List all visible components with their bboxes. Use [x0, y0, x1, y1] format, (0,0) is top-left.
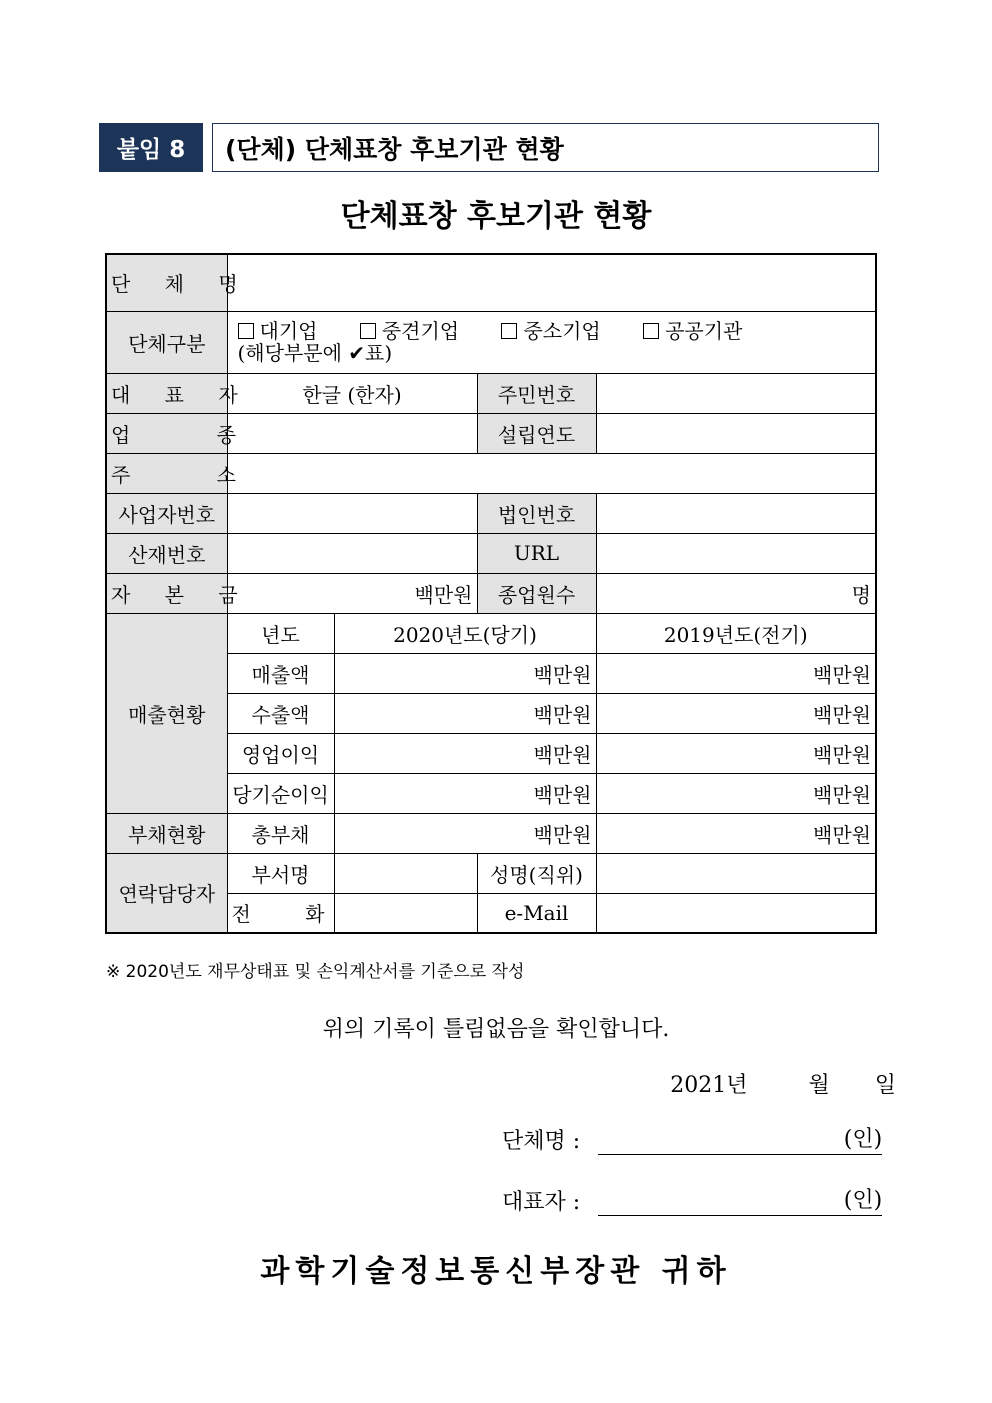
org-type-note: (해당부문에 ✔표) — [237, 341, 393, 365]
date-month[interactable]: 월 — [808, 1073, 830, 1098]
est-year-field[interactable] — [596, 413, 876, 453]
org-type-field — [227, 311, 876, 373]
year-current-header: 2020년도(당기) — [334, 613, 596, 653]
rep-sign-line[interactable] — [598, 1183, 882, 1216]
rep-field[interactable]: 한글 (한자) — [227, 373, 477, 413]
org-sign-row — [502, 1122, 882, 1155]
header-title: (단체) 단체표창 후보기관 현황 — [212, 123, 879, 172]
page-title: 단체표창 후보기관 현황 — [340, 199, 652, 234]
rep-sign-label: 대표자 : — [502, 1190, 581, 1215]
checkbox-icon — [360, 323, 376, 339]
est-year-label: 설립연도 — [477, 413, 596, 453]
confirmation-text: 위의 기록이 틀림없음을 확인합니다. — [322, 1017, 670, 1042]
org-name-label: 단 체 명 — [106, 254, 227, 311]
url-field[interactable] — [596, 533, 876, 573]
org-sign-line[interactable] — [598, 1122, 882, 1155]
insurance-no-label: 산재번호 — [106, 533, 227, 573]
org-info-table — [105, 253, 877, 934]
sales-row-label: 매출액 — [227, 653, 334, 693]
attachment-badge: 붙임 8 — [99, 123, 203, 172]
export-current-field[interactable]: 백만원 — [334, 693, 596, 733]
org-name-field[interactable] — [227, 254, 876, 311]
date-day[interactable]: 일 — [874, 1073, 896, 1098]
phone-label: 전 화 — [227, 893, 334, 933]
option-label: 공공기관 — [665, 319, 743, 343]
total-debt-row-label: 총부채 — [227, 813, 334, 853]
dept-field[interactable] — [334, 853, 477, 893]
corp-no-field[interactable] — [596, 493, 876, 533]
sales-current-field[interactable]: 백만원 — [334, 653, 596, 693]
operating-income-previous-field[interactable]: 백만원 — [596, 733, 876, 773]
seal-mark: (인) — [843, 1188, 883, 1213]
corp-no-label: 법인번호 — [477, 493, 596, 533]
option-label: 중소기업 — [523, 319, 601, 343]
checkbox-icon — [643, 323, 659, 339]
dept-label: 부서명 — [227, 853, 334, 893]
operating-income-current-field[interactable]: 백만원 — [334, 733, 596, 773]
biz-no-field[interactable] — [227, 493, 477, 533]
net-income-previous-field[interactable]: 백만원 — [596, 773, 876, 813]
capital-label: 자 본 금 — [106, 573, 227, 613]
email-field[interactable] — [596, 893, 876, 933]
org-type-option-public[interactable] — [643, 319, 742, 343]
industry-label: 업 종 — [106, 413, 227, 453]
name-position-field[interactable] — [596, 853, 876, 893]
biz-no-label: 사업자번호 — [106, 493, 227, 533]
org-type-option-large[interactable] — [238, 319, 318, 343]
sales-section-label: 매출현황 — [106, 613, 227, 813]
export-previous-field[interactable]: 백만원 — [596, 693, 876, 733]
sales-previous-field[interactable]: 백만원 — [596, 653, 876, 693]
org-type-option-sme[interactable] — [501, 319, 600, 343]
email-label: e-Mail — [477, 893, 596, 933]
phone-field[interactable] — [334, 893, 477, 933]
insurance-no-field[interactable] — [227, 533, 477, 573]
org-type-label: 단체구분 — [106, 311, 227, 373]
date-line — [670, 1068, 896, 1099]
addressee: 과학기술정보통신부장관 귀하 — [260, 1254, 732, 1289]
debt-section-label: 부채현황 — [106, 813, 227, 853]
resident-no-label: 주민번호 — [477, 373, 596, 413]
employees-label: 종업원수 — [477, 573, 596, 613]
org-sign-label: 단체명 : — [502, 1129, 581, 1154]
net-income-current-field[interactable]: 백만원 — [334, 773, 596, 813]
rep-sign-row — [502, 1183, 882, 1216]
checkbox-icon — [238, 323, 254, 339]
seal-mark: (인) — [843, 1127, 883, 1152]
resident-no-field[interactable] — [596, 373, 876, 413]
export-row-label: 수출액 — [227, 693, 334, 733]
address-field[interactable] — [227, 453, 876, 493]
total-debt-current-field[interactable]: 백만원 — [334, 813, 596, 853]
url-label: URL — [477, 533, 596, 573]
name-position-label: 성명(직위) — [477, 853, 596, 893]
total-debt-previous-field[interactable]: 백만원 — [596, 813, 876, 853]
operating-income-row-label: 영업이익 — [227, 733, 334, 773]
employees-field[interactable]: 명 — [596, 573, 876, 613]
rep-label: 대 표 자 — [106, 373, 227, 413]
option-label: 대기업 — [259, 319, 318, 343]
year-col-label: 년도 — [227, 613, 334, 653]
address-label: 주 소 — [106, 453, 227, 493]
year-previous-header: 2019년도(전기) — [596, 613, 876, 653]
org-type-option-midsize[interactable] — [360, 319, 459, 343]
contact-section-label: 연락담당자 — [106, 853, 227, 933]
capital-field[interactable]: 백만원 — [227, 573, 477, 613]
date-year[interactable]: 2021년 — [670, 1073, 748, 1098]
footnote: ※ 2020년도 재무상태표 및 손익계산서를 기준으로 작성 — [106, 962, 525, 982]
checkbox-icon — [501, 323, 517, 339]
net-income-row-label: 당기순이익 — [227, 773, 334, 813]
option-label: 중견기업 — [381, 319, 460, 343]
